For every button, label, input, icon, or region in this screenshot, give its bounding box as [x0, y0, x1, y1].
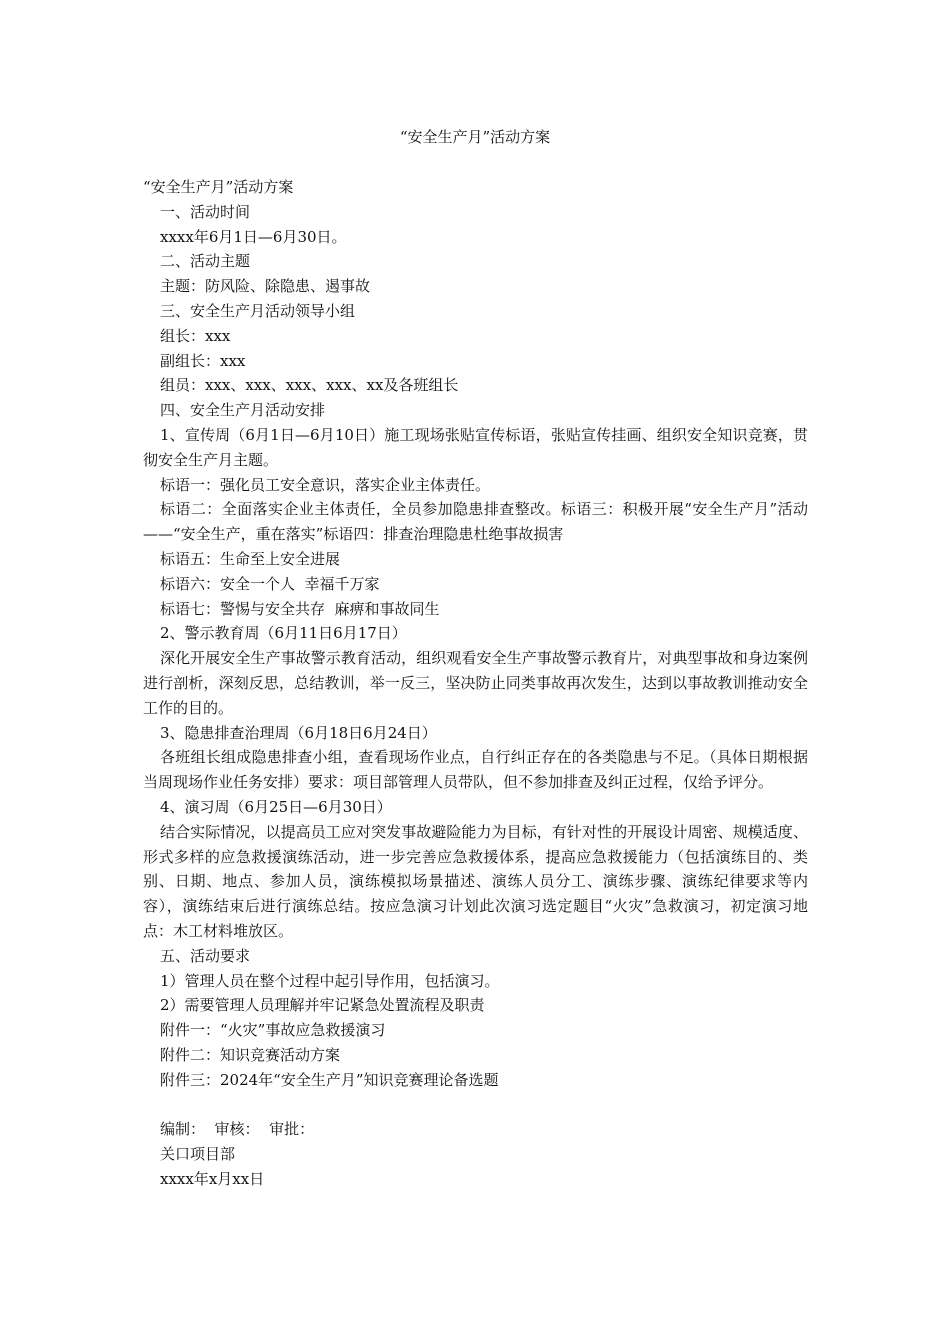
section-theme-text: 主题：防风险、除隐患、遏事故: [160, 277, 371, 296]
document-title: “安全生产月”活动方案: [399, 128, 551, 146]
section-theme-heading: 二、活动主题: [160, 252, 251, 271]
requirement-1: 1）管理人员在整个过程中起引导作用，包括演习。: [160, 971, 500, 990]
group-leader: 组长：xxx: [160, 326, 231, 345]
section-requirements-heading: 五、活动要求: [160, 946, 251, 965]
slogan-1: 标语一：强化员工安全意识，落实企业主体责任。: [160, 475, 491, 494]
attachment-1: 附件一：“火灾”事故应急救援演习: [160, 1021, 386, 1040]
week1-paragraph: 1、宣传周（6月1日—6月10日）施工现场张贴宣传标语，张贴宣传挂画、组织安全知识竞赛，贯彻安全生产月主题。: [143, 425, 808, 469]
section-time-text: xxxx年6月1日—6月30日。: [160, 227, 347, 246]
attachment-3: 附件三：2024年“安全生产月”知识竞赛理论备选题: [160, 1070, 499, 1089]
signature-roles: 编制： 审核： 审批：: [160, 1120, 315, 1139]
week4-paragraph: 结合实际情况，以提高员工应对突发事故避险能力为目标，有针对性的开展设计周密、规模适度、形式多样的应急救援演练活动，进一步完善应急救援体系，提高应急救援能力（包括演练目的、类别、日期、地点、参加人员，演练模拟场景描述、演练人员分工、演练步骤、演练纪律要求等内容），演练结束后进行演练总结。按应急演习计划此次演习选定题目“火灾”急救演习，初定演习地点：木工材料堆放区。: [143, 822, 808, 940]
requirement-2: 2）需要管理人员理解并牢记紧急处置流程及职责: [160, 996, 485, 1015]
blank-line: [143, 1092, 808, 1117]
slogan-7: 标语七：警惕与安全共存 麻痹和事故同生: [160, 599, 440, 618]
week2-paragraph: 深化开展安全生产事故警示教育活动，组织观看安全生产事故警示教育片，对典型事故和身边案例进行剖析，深刻反思，总结教训，举一反三，坚决防止同类事故再次发生，达到以事故教训推动安全工作的目的。: [143, 649, 808, 717]
section-plan-heading: 四、安全生产月活动安排: [160, 401, 326, 420]
section-group-heading: 三、安全生产月活动领导小组: [160, 301, 356, 320]
signature-department: 关口项目部: [160, 1145, 236, 1164]
week2-heading: 2、警示教育周（6月11日6月17日）: [160, 624, 407, 643]
section-time-heading: 一、活动时间: [160, 202, 251, 221]
slogan-2-4: 标语二：全面落实企业主体责任，全员参加隐患排查整改。标语三：积极开展“安全生产月”活动——“安全生产，重在落实”标语四：排查治理隐患杜绝事故损害: [143, 500, 808, 544]
group-members: 组员：xxx、xxx、xxx、xxx、xx及各班组长: [160, 376, 459, 395]
body-heading: “安全生产月”活动方案: [143, 178, 294, 196]
week4-heading: 4、演习周（6月25日—6月30日）: [160, 797, 392, 816]
attachment-2: 附件二：知识竞赛活动方案: [160, 1045, 341, 1064]
document-body: [143, 175, 808, 1192]
week3-heading: 3、隐患排查治理周（6月18日6月24日）: [160, 723, 437, 742]
group-vice-leader: 副组长：xxx: [160, 351, 246, 370]
week3-paragraph: 各班组长组成隐患排查小组，查看现场作业点，自行纠正存在的各类隐患与不足。（具体日期根据当周现场作业任务安排）要求：项目部管理人员带队，但不参加排查及纠正过程，仅给予评分。: [143, 748, 808, 792]
signature-date: xxxx年x月xx日: [160, 1169, 265, 1188]
slogan-5: 标语五：生命至上安全进展: [160, 549, 341, 568]
slogan-6: 标语六：安全一个人 幸福千万家: [160, 574, 380, 593]
